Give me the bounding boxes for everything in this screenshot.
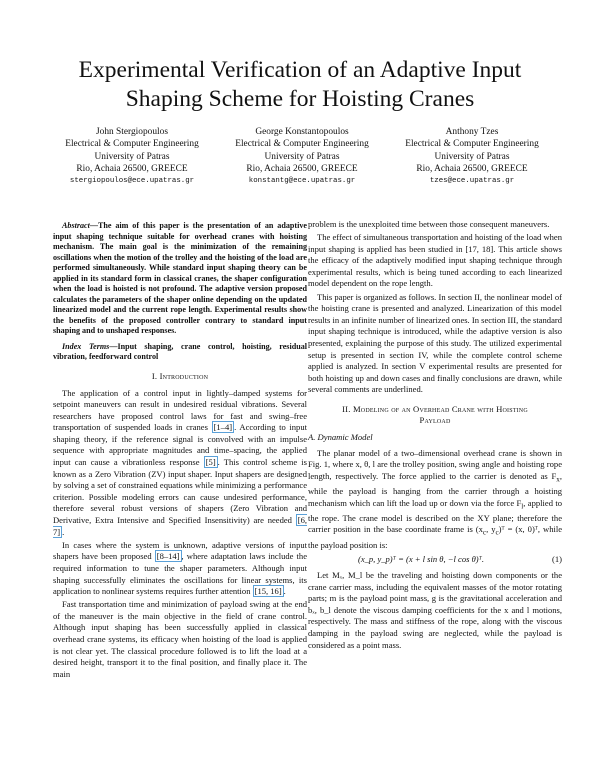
citation-link[interactable]: [6, 7] bbox=[53, 515, 307, 537]
subscript: c bbox=[482, 529, 487, 538]
author-univ: University of Patras bbox=[264, 151, 340, 162]
paragraph: Fast transportation time and minimization of payload swing at the end of the maneuver is the main objective in the field of crane control. Although input shaping has been successfully applied in classical overhead crane systems, its efficacy when hoisting of the load is applied is not clear yet. The classical procedure followed is to lift the load at a desired height, transport it to the final position, and finally place it. The main bbox=[53, 599, 307, 679]
author-3 bbox=[392, 126, 552, 187]
paragraph-text: , where adaptation laws include the required information to tune the shaper parameters. Although input shaping successfully eliminates the oscillations for linear systems, its application to nonlinear systems requires further attention bbox=[53, 551, 307, 597]
author-city: Rio, Achaia 26500, GREECE bbox=[246, 163, 358, 174]
index-terms-lead: Index Terms bbox=[62, 341, 110, 351]
author-univ: University of Patras bbox=[434, 151, 510, 162]
section-title: Introduction bbox=[159, 370, 209, 381]
paragraph: This paper is organized as follows. In section II, the nonlinear model of the hoisting crane is presented and analyzed. Linearization of this model results in an infinite number of linearized ones. In section III, the standard input shaping technique is introduced, while the adaptive version is also presented, explaining the purpose of this study. The utilized experimental setup is presented in section IV, while the complete control scheme applied is analyzed. In section V experimental results are presented for both hoisting up and down cases and finally conclusions are drawn, while several comments are underlined. bbox=[308, 291, 562, 395]
author-name: George Konstantopoulos bbox=[255, 127, 349, 137]
paragraph-text: . According to input shaping theory, if the reference signal is convolved with an impulse sequence with appropriate magnitudes and time–spacing, the applied input can cause a vibrationless response bbox=[53, 422, 307, 468]
paragraph-text: The application of a control input in lightly–damped systems for setpoint maneuvers can result in undesired residual vibrations. Several researchers have proposed control laws for fast and swing–free transportation of suspended loads in cranes bbox=[53, 387, 307, 433]
paragraph bbox=[308, 448, 562, 552]
equation-body: (x_p, y_p)ᵀ = (x + l sin θ, −l cos θ)ᵀ. bbox=[358, 554, 485, 565]
right-column bbox=[308, 219, 562, 653]
abstract bbox=[53, 221, 307, 337]
author-dept: Electrical & Computer Engineering bbox=[405, 139, 539, 150]
author-2 bbox=[222, 126, 382, 187]
paragraph-text: )ᵀ = (x, 0)ᵀ, while the payload position is: bbox=[308, 524, 563, 550]
left-column bbox=[53, 221, 307, 682]
subscript: c bbox=[495, 529, 499, 538]
paragraph-text: The planar model of a two–dimensional overhead crane is shown in Fig. 1, where x, θ, l are the trolley position, swing angle and hoisting rope length, respectively. The force applied to the carrier is denoted as F bbox=[308, 447, 562, 481]
citation-link[interactable]: [15, 16] bbox=[254, 586, 282, 597]
author-city: Rio, Achaia 26500, GREECE bbox=[416, 163, 528, 174]
author-city: Rio, Achaia 26500, GREECE bbox=[76, 163, 188, 174]
author-email[interactable]: konstantg@ece.upatras.gr bbox=[248, 177, 356, 186]
section-heading-modeling bbox=[308, 404, 562, 426]
paper-title: Experimental Verification of an Adaptive Input Shaping Scheme for Hoisting Cranes bbox=[78, 57, 522, 112]
author-univ: University of Patras bbox=[94, 151, 170, 162]
paragraph: The effect of simultaneous transportation and hoisting of the load when input shaping is applied has been studied in [17, 18]. This article shows the efficacy of the adaptively modified input shaping technique through experimental results, which is being tuned according to each linearized model dependent on the rope length. bbox=[308, 232, 562, 289]
abstract-lead: Abstract bbox=[62, 221, 90, 230]
paragraph bbox=[53, 540, 307, 598]
author-1 bbox=[52, 126, 212, 187]
paragraph-text: , while the payload is hanging from the carrier through a hoisting mechanism which can lift the load up or down via the force F bbox=[308, 470, 562, 508]
author-name: Anthony Tzes bbox=[445, 127, 499, 137]
paragraph-text: , y bbox=[486, 524, 496, 535]
paragraph: Let Mₓ, M_l be the traveling and hoisting down components or the crane carrier mass, including the equivalent masses of the motor rotating parts; m is the payload point mass, g is the gravitational acceleration and bₓ, b_l denote the viscous damping coefficients for the x and l motions, respectively. The mass and stiffness of the rope, along with the viscous damping in the payload swing are neglected, while the payload is considered as a point mass. bbox=[308, 569, 562, 650]
subsection-heading: A. Dynamic Model bbox=[308, 431, 373, 442]
author-dept: Electrical & Computer Engineering bbox=[235, 139, 369, 150]
author-email[interactable]: stergiopoulos@ece.upatras.gr bbox=[69, 177, 195, 186]
paragraph-text: In cases where the system is unknown, adaptive versions of input shapers have been proposed bbox=[53, 539, 307, 562]
citation-link[interactable]: [8–14] bbox=[156, 551, 180, 562]
section-number: II. bbox=[342, 403, 351, 414]
citation-link[interactable]: [1–4] bbox=[213, 422, 233, 433]
abstract-body: —The aim of this paper is the presentation of an adaptive input shaping technique suitable for overhead cranes with hoisting mechanism. The main goal is the minimization of the remaining oscillations when the motion of the trolley and the hoisting of the load are performed simultaneously. While standard input shaping theory can be applied in its standard form in classical cranes, the shaper configuration when the load is hoisted is not profound. The adaptive version proposed calculates the parameters of the shaper online depending on the updated linearized model and the current rope length. Experimental results show the benefits of the proposed controller contrary to standard input shaping and to unshaped responses. bbox=[53, 221, 307, 335]
section-number: I. bbox=[151, 370, 158, 381]
author-name: John Stergiopoulos bbox=[96, 127, 168, 137]
citation-link[interactable]: [5] bbox=[205, 457, 216, 468]
section-heading-introduction bbox=[53, 371, 307, 382]
paragraph bbox=[53, 388, 307, 539]
paragraph-text: , applied to the rope. The crane model is described on the XY plane; therefore the carrier position in the base coordinate frame is (x bbox=[308, 497, 562, 535]
equation-1 bbox=[308, 554, 562, 566]
subscript: l bbox=[521, 502, 524, 511]
author-block bbox=[52, 126, 552, 187]
section-title: Modeling of an Overhead Crane with Hoisting bbox=[352, 403, 528, 414]
subscript: x bbox=[556, 475, 560, 484]
section-title-line2: Payload bbox=[419, 414, 451, 425]
author-email[interactable]: tzes@ece.upatras.gr bbox=[429, 177, 515, 186]
paragraph-text: . This control scheme is known as a Zero Vibration (ZV) input shaper. Input shapers are designed by solving a set of constrained equations while minimizing a performance criterion. Possible modeling errors can cause undesired performance, therefore several robust versions of shapers (Zero Vibration and Derivative, Extra Intensive and Specified Insensitivity) are needed bbox=[53, 457, 307, 526]
index-terms-body: —Input shaping, crane control, hoisting, residual vibration, feedforward control bbox=[53, 341, 307, 361]
equation-number: (1) bbox=[552, 554, 562, 565]
paragraph-text: . bbox=[62, 526, 65, 537]
paragraph: problem is the unexploited time between those consequent maneuvers. bbox=[308, 219, 550, 229]
paragraph-text: . bbox=[283, 586, 286, 597]
index-terms bbox=[53, 342, 307, 363]
author-dept: Electrical & Computer Engineering bbox=[65, 139, 199, 150]
